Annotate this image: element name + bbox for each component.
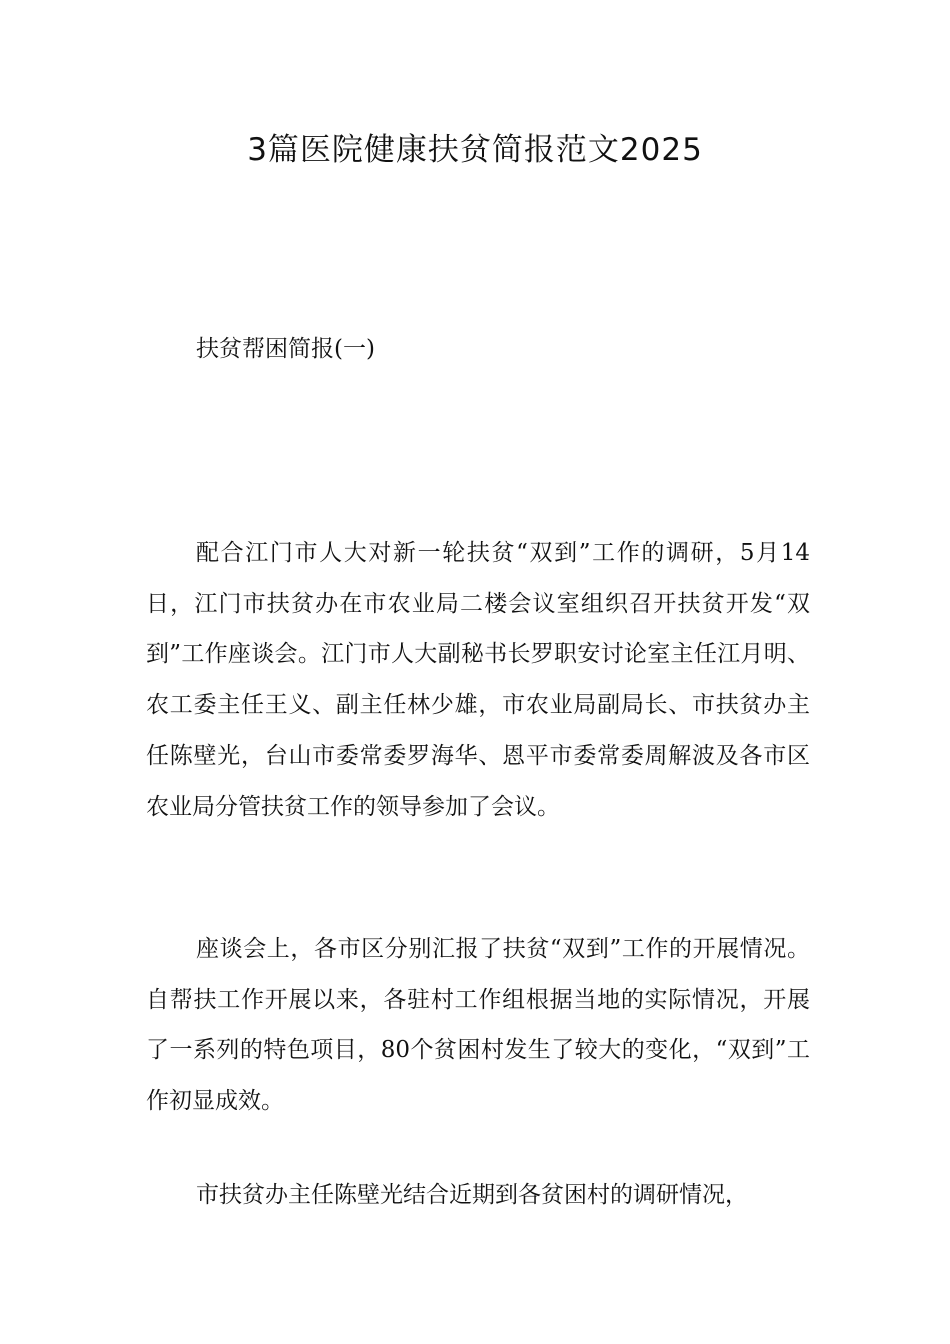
document-title: 3篇医院健康扶贫简报范文2025: [247, 132, 703, 168]
section-heading: 扶贫帮困简报(一): [196, 336, 375, 362]
paragraph-2: 座谈会上，各市区分别汇报了扶贫“双到”工作的开展情况。自帮扶工作开展以来，各驻村工作组根据当地的实际情况，开展了一系列的特色项目，80个贫困村发生了较大的变化，“双到”工作初显成效。: [146, 936, 810, 1115]
paragraph-1: 配合江门市人大对新一轮扶贫“双到”工作的调研，5月14日，江门市扶贫办在市农业局二楼会议室组织召开扶贫开发“双到”工作座谈会。江门市人大副秘书长罗职安讨论室主任江月明、农工委主任王义、副主任林少雄，市农业局副局长、市扶贫办主任陈壁光，台山市委常委罗海华、恩平市委常委周解波及各市区农业局分管扶贫工作的领导参加了会议。: [146, 540, 810, 820]
paragraph-3: 市扶贫办主任陈壁光结合近期到各贫困村的调研情况，: [196, 1182, 748, 1208]
